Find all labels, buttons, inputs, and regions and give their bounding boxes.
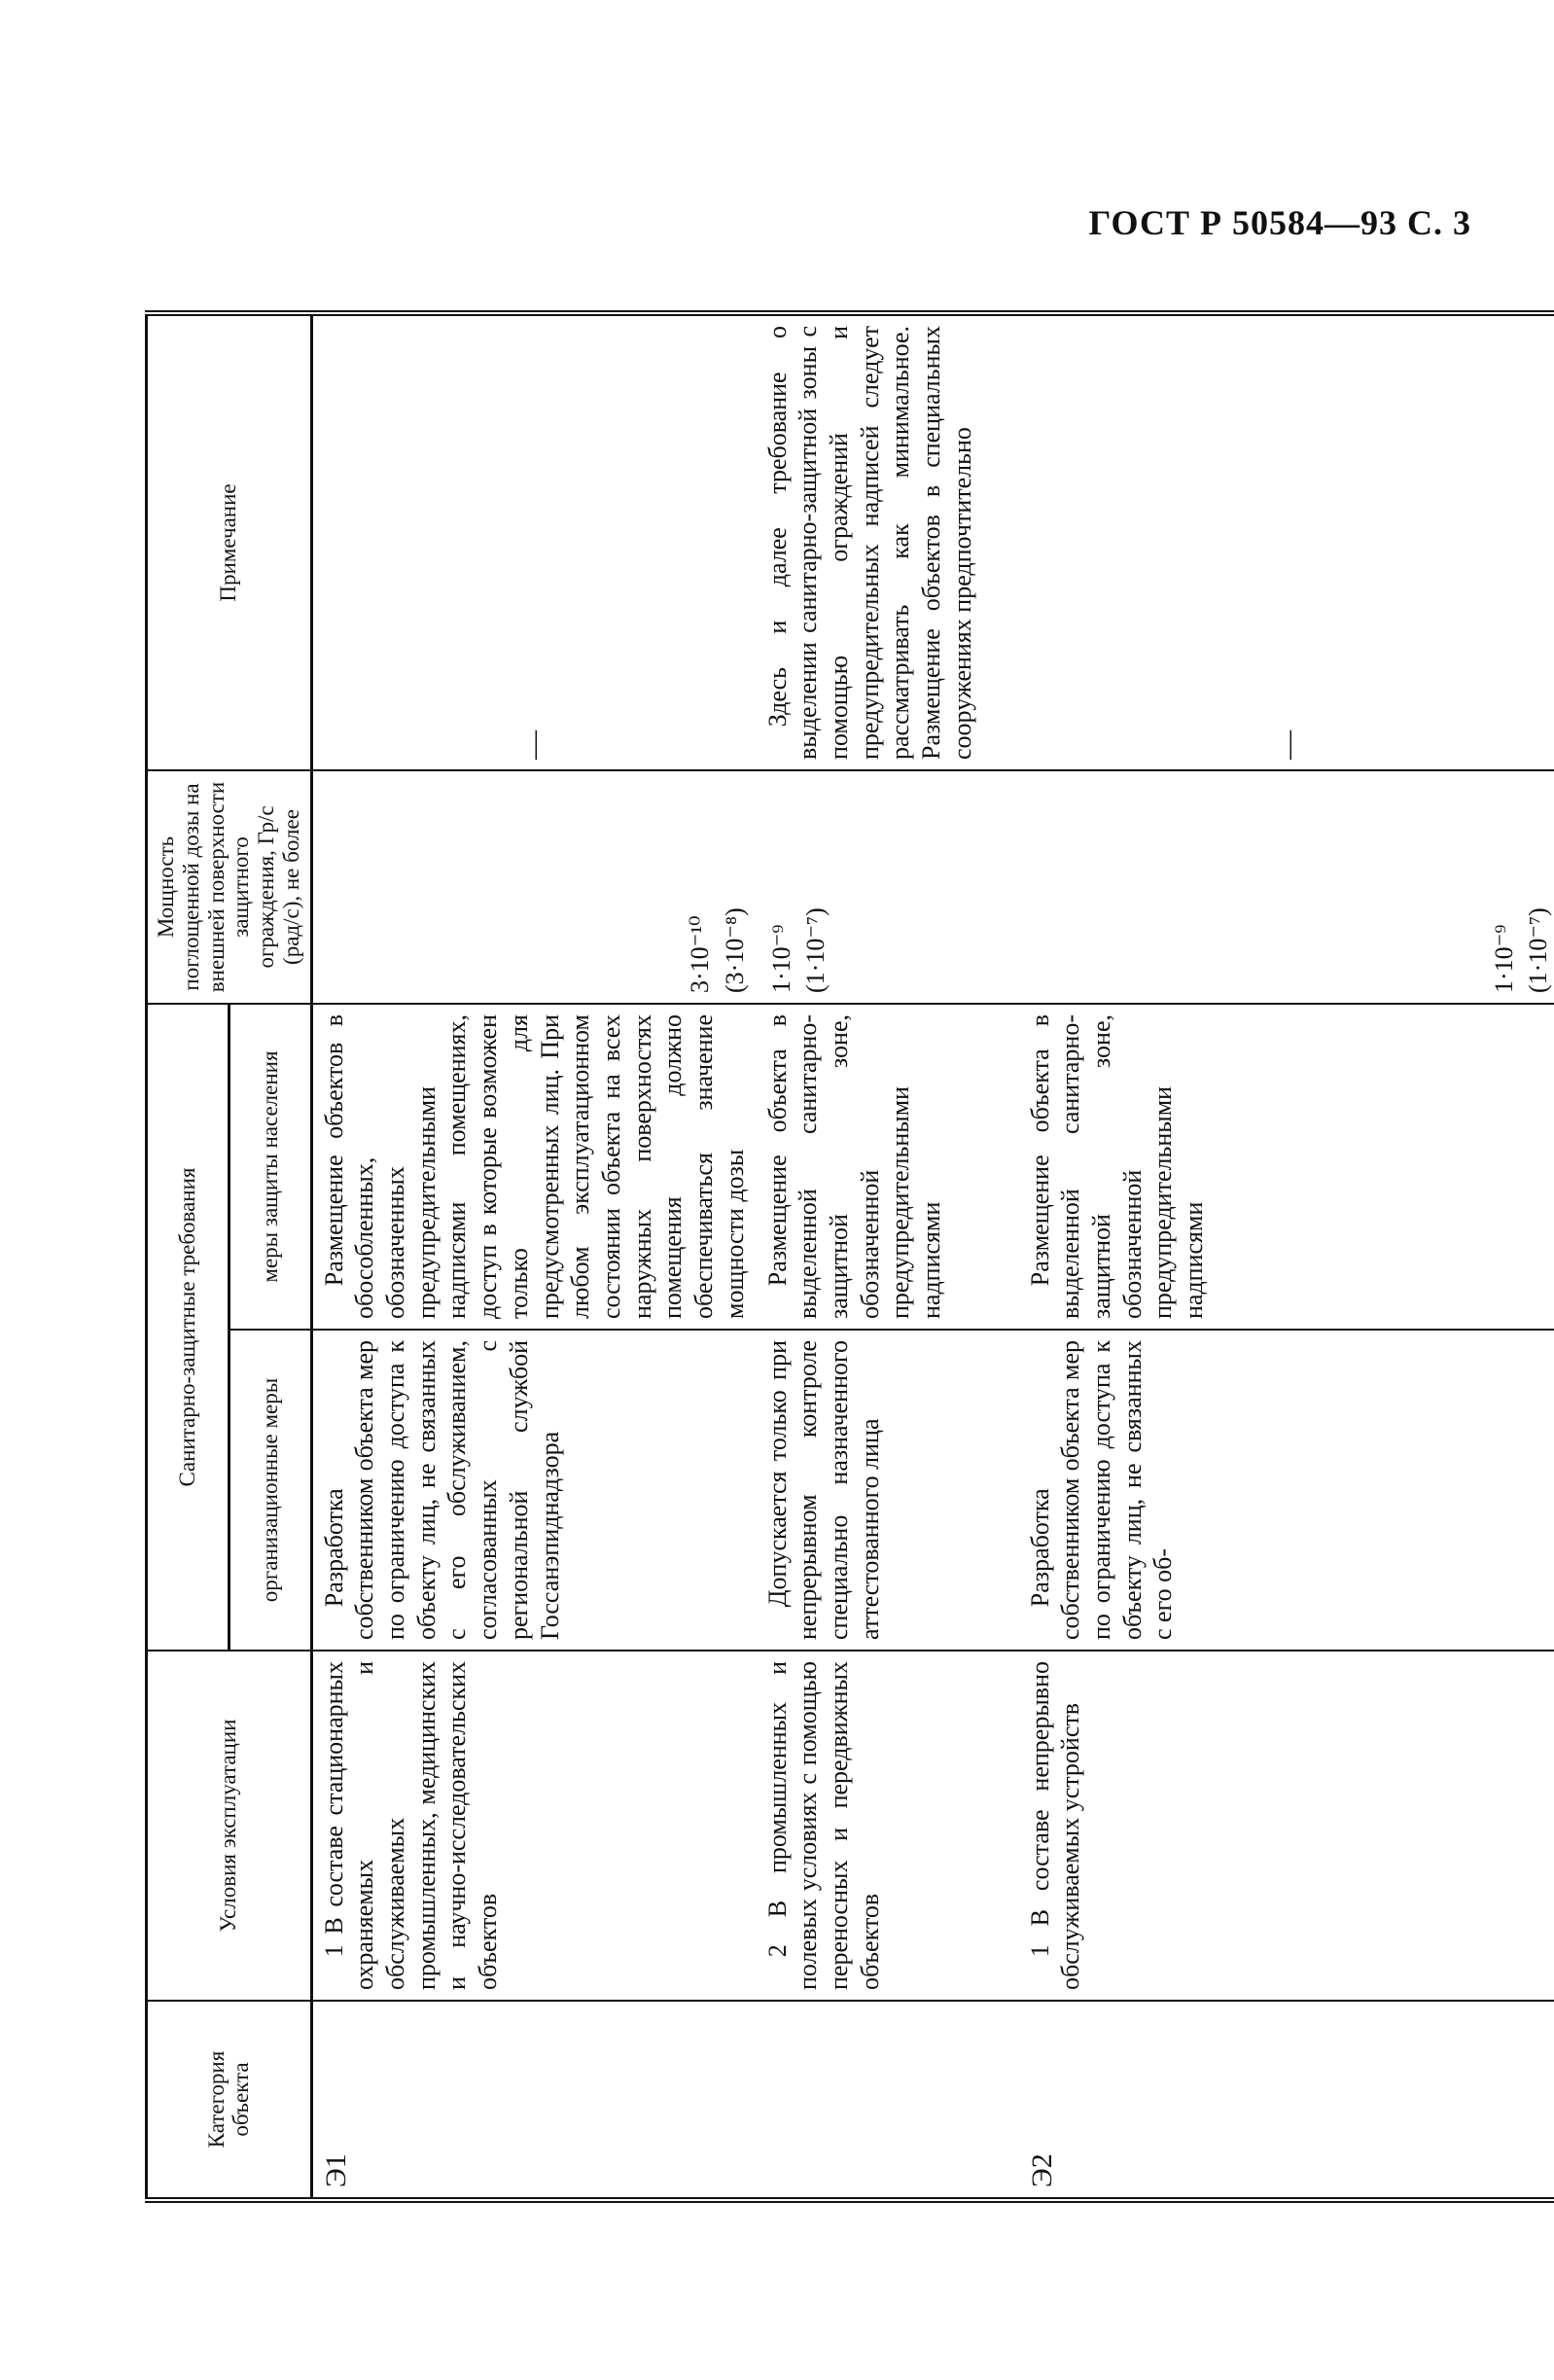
cell-dose	[1019, 770, 1554, 1004]
cell-population-measures: Размещение объектов в обособленных, обозначенных предупредительными надписями помещениях, доступ в которые возможен только для предусмотренных лиц. При любом эксплуатационном состоянии объекта на всех наружных поверхностях помещения должно обеспечиваться значение мощности дозы	[311, 1004, 757, 1330]
cell-conditions: 1 В составе стационарных охраняемых и обслуживаемых промышленных, медицинских и научно-исследовательских объектов	[311, 1651, 757, 2001]
cell-conditions: 2 В промышленных и полевых условиях с помощью переносных и передвижных объектов	[757, 1651, 1019, 2001]
cell-org-measures: Допускается только при непрерывном контроле специально назначенного аттестованного лица	[757, 1330, 1019, 1651]
cell-note: —	[1019, 313, 1554, 770]
cell-population-measures: Размещение объекта в выделенной санитарно-защитной зоне, обозначенной предупредительными надписями	[1019, 1004, 1554, 1330]
dose-value: 3·10⁻¹⁰	[686, 915, 715, 993]
cell-category: Э1	[311, 2001, 757, 2200]
header-population-measures: меры защиты населения	[229, 1004, 311, 1330]
cell-category: Э2	[1019, 2001, 1554, 2200]
page-header-code: ГОСТ Р 50584—93 С. 3	[1088, 203, 1471, 242]
cell-conditions: 1 В составе непрерывно обслуживаемых устройств	[1019, 1651, 1554, 2001]
table-row	[1019, 313, 1554, 2200]
cell-dose	[311, 770, 757, 1004]
requirements-table	[145, 310, 1554, 2203]
header-category: Категория объекта	[147, 2001, 312, 2200]
header-conditions: Условия эксплуатации	[147, 1651, 312, 2001]
cell-category	[757, 2001, 1019, 2200]
dose-value: 1·10⁻⁹	[1489, 924, 1518, 993]
cell-note: —	[311, 313, 757, 770]
table-row	[311, 313, 757, 2200]
header-note: Примечание	[147, 313, 312, 770]
header-org-measures: организационные меры	[229, 1330, 311, 1651]
dose-value-alt: (1·10⁻⁷)	[1524, 907, 1553, 993]
cell-org-measures: Разработка собственником объекта мер по ограничению доступа к объекту лиц, не связанных с его обслуживанием, согласованных с региональной службой Госсанэпиднадзора	[311, 1330, 757, 1651]
cell-dose	[757, 770, 1019, 1004]
requirements-table-rotated	[145, 316, 1553, 2203]
dose-value-alt: (1·10⁻⁷)	[801, 907, 830, 993]
dose-value-alt: (3·10⁻⁸)	[720, 907, 749, 993]
table-row	[757, 313, 1019, 2200]
cell-population-measures: Размещение объекта в выделенной санитарно-защитной зоне, обозначенной предупредительными надписями	[757, 1004, 1019, 1330]
cell-org-measures: Разработка собственником объекта мер по ограничению доступа к объекту лиц, не связанных с его об-	[1019, 1330, 1554, 1651]
header-sanitary-group: Санитарно-защитные требования	[147, 1004, 230, 1651]
header-dose: Мощность поглощенной дозы на внешней поверхности защитного ограждения, Гр/с (рад/с), не более	[147, 770, 312, 1004]
cell-note: Здесь и далее требование о выделении санитарно-защитной зоны с помощью ограждений и предупредительных надписей следует рассматривать как минимальное. Размещение объектов в специальных сооружениях предпочтительно	[757, 313, 1019, 770]
dose-value: 1·10⁻⁹	[766, 924, 795, 993]
